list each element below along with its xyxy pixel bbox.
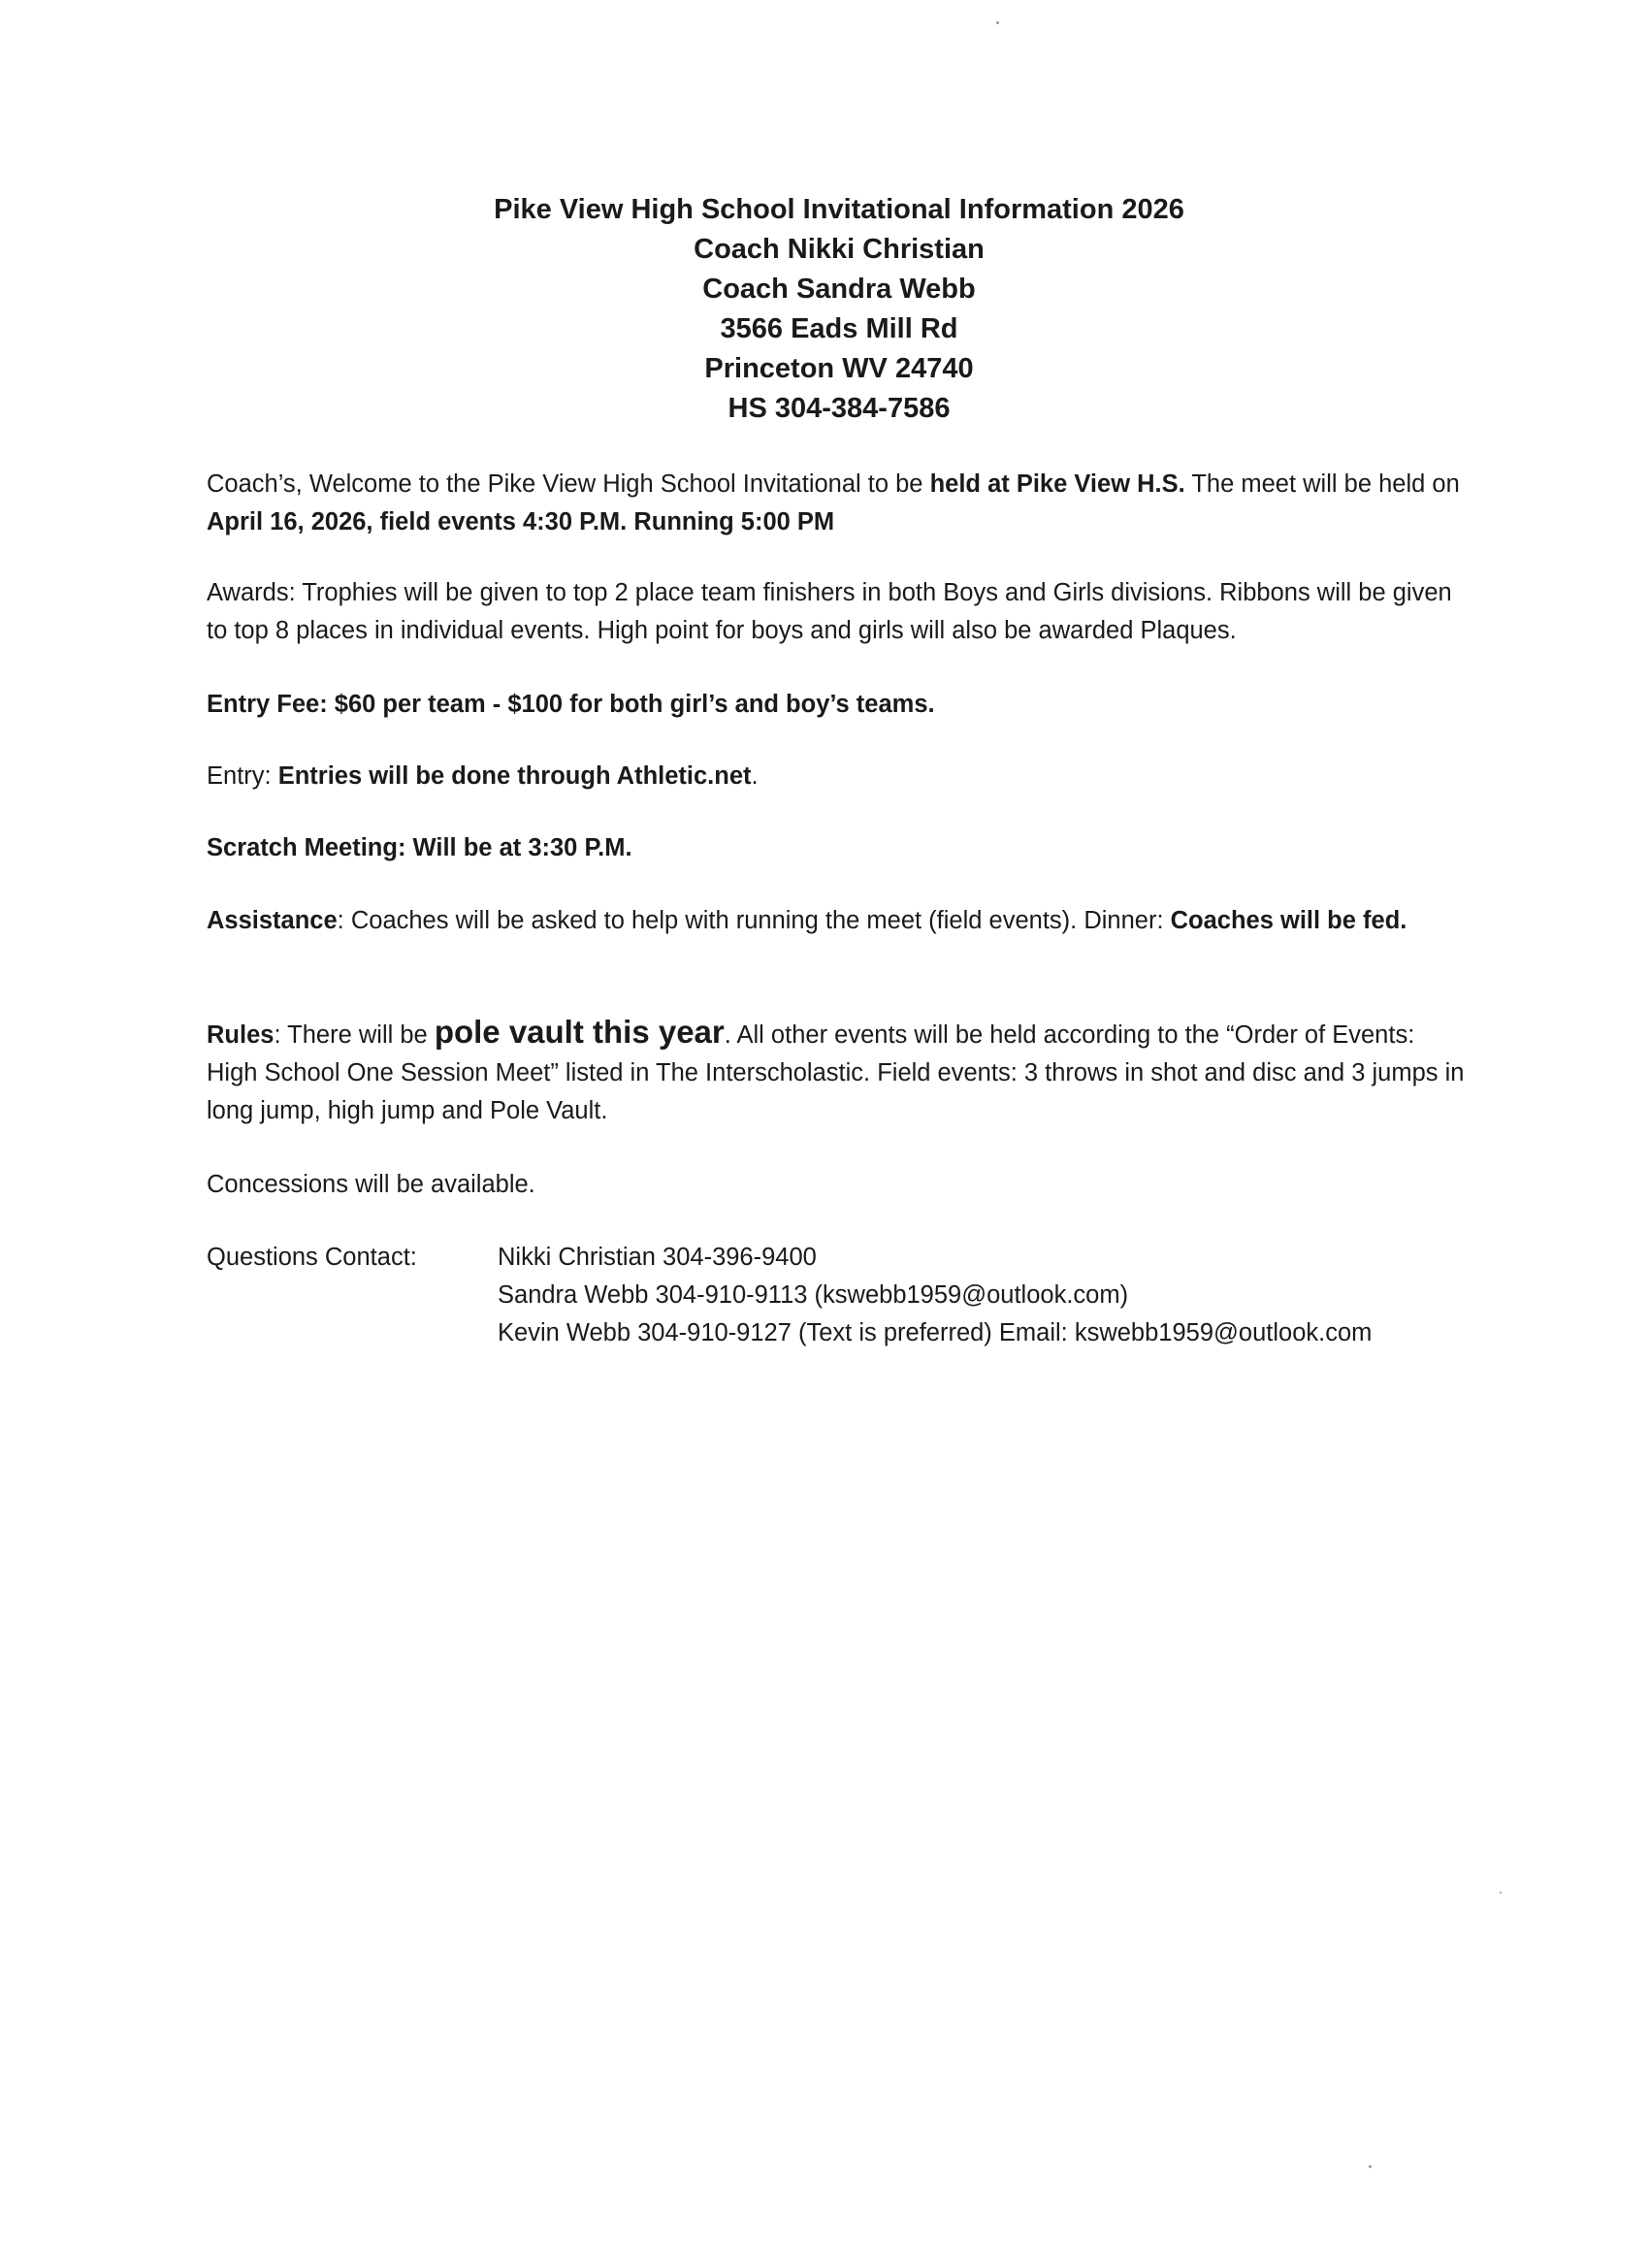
entry-paragraph: Entry: Entries will be done through Athletic.net. xyxy=(207,762,759,790)
scan-speck xyxy=(1369,2165,1372,2168)
rules-paragraph: Rules: There will be pole vault this year. All other events will be held according to the “Order of Events: High School One Session Meet” listed in The Interscholastic. Field events: 3 throws in shot and disc and 3 jumps in long jump, high jump and Pole Vault. xyxy=(207,1014,1465,1124)
contact-item: Nikki Christian 304-396-9400 xyxy=(498,1244,817,1271)
scan-speck xyxy=(1500,1892,1502,1894)
contact-item: Kevin Webb 304-910-9127 (Text is preferred) Email: kswebb1959@outlook.com xyxy=(498,1319,1373,1346)
contacts-label: Questions Contact: xyxy=(207,1244,417,1271)
street-address: 3566 Eads Mill Rd xyxy=(720,313,958,344)
contact-item: Sandra Webb 304-910-9113 (kswebb1959@outlook.com) xyxy=(498,1281,1129,1309)
concessions-paragraph: Concessions will be available. xyxy=(207,1171,535,1198)
entry-fee-paragraph: Entry Fee: $60 per team - $100 for both girl’s and boy’s teams. xyxy=(207,691,935,718)
awards-paragraph: Awards: Trophies will be given to top 2 place team finishers in both Boys and Girls divisions. Ribbons will be given to top 8 places in individual events. High point for boys and girls will also be awarded Plaques. xyxy=(207,579,1452,644)
coach-name-2: Coach Sandra Webb xyxy=(702,274,976,305)
document-header xyxy=(0,190,1649,429)
school-phone: HS 304-384-7586 xyxy=(728,393,951,424)
assistance-paragraph: Assistance: Coaches will be asked to help with running the meet (field events). Dinner: Coaches will be fed. xyxy=(207,907,1407,934)
contacts-list xyxy=(498,1239,1372,1352)
coach-name-1: Coach Nikki Christian xyxy=(694,234,985,265)
city-state-zip: Princeton WV 24740 xyxy=(704,353,974,384)
welcome-paragraph: Coach’s, Welcome to the Pike View High School Invitational to be held at Pike View H.S. The meet will be held on April 16, 2026, field events 4:30 P.M. Running 5:00 PM xyxy=(207,470,1460,535)
scratch-meeting-paragraph: Scratch Meeting: Will be at 3:30 P.M. xyxy=(207,834,632,861)
scan-speck xyxy=(996,21,999,24)
document-title: Pike View High School Invitational Information 2026 xyxy=(494,194,1184,225)
